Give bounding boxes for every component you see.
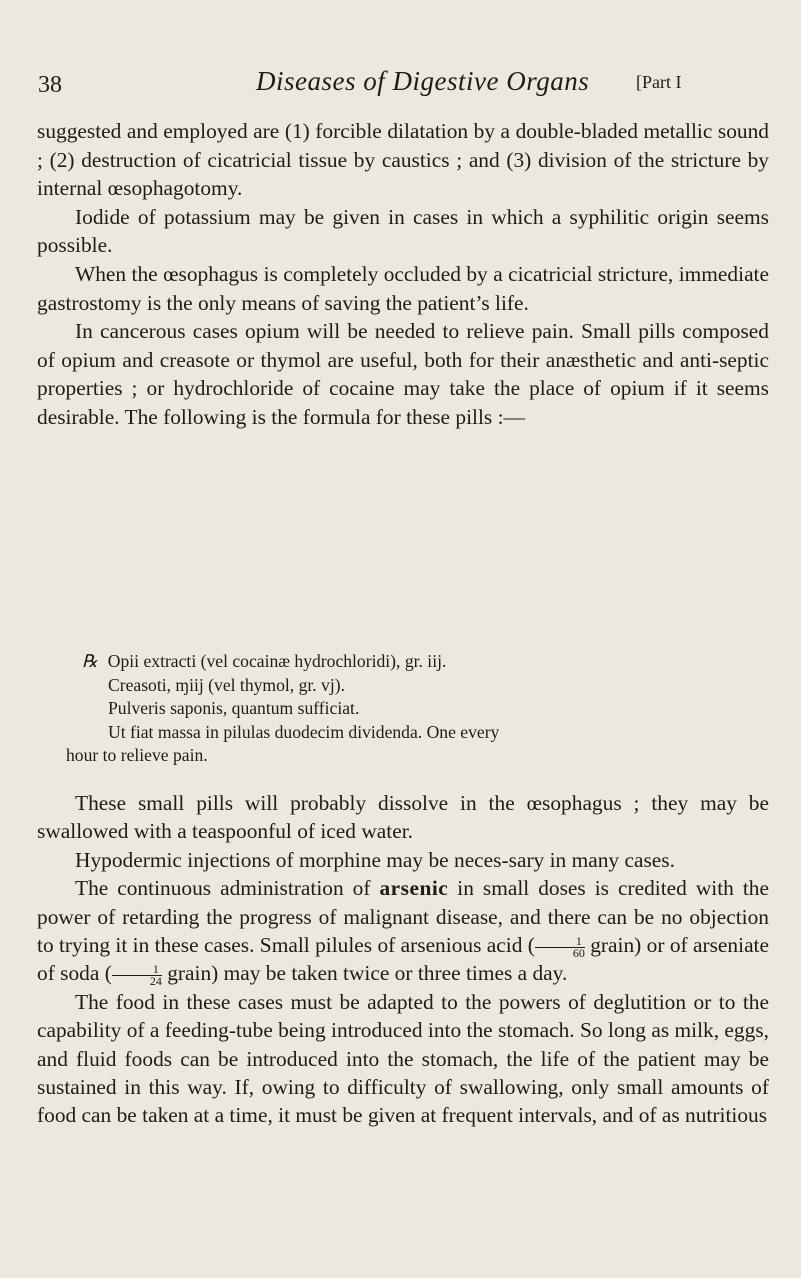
- page-number: 38: [38, 72, 62, 98]
- paragraph-iodide: Iodide of potassium may be given in cases in which a syphilitic origin seems possible.: [37, 204, 769, 258]
- paragraph-cancerous-cases: In cancerous cases opium will be needed to relieve pain. Small pills composed of opium and creasote or thymol are useful, both for their anæsthetic and anti-septic properties ; or hydrochloride of cocaine may take the place of opium if it seems desirable. The following is the formula for these pills :—: [37, 319, 769, 429]
- emphasized-term: arsenic: [379, 876, 449, 901]
- prescription-line-text: Opii extracti (vel cocainæ hydrochloridi), gr. iij.: [107, 651, 447, 671]
- rx-symbol-icon: ℞: [82, 651, 98, 671]
- text-run: The continuous administration of: [75, 876, 380, 901]
- part-label: [Part I: [636, 72, 682, 92]
- paragraph-gastrostomy: When the œsophagus is completely occluded by a cicatricial stricture, immediate gastrostomy is the only means of saving the patient’s life.: [37, 261, 769, 315]
- text-run: grain) may be taken twice or three times a day.: [161, 961, 568, 986]
- fraction: [535, 933, 585, 960]
- body-text-lower: [37, 789, 769, 1130]
- book-title: Diseases of Digestive Organs: [256, 66, 590, 96]
- paragraph-hypodermic: Hypodermic injections of morphine may be neces-sary in many cases.: [75, 847, 675, 872]
- prescription-line: Creasoti, ɱiij (vel thymol, gr. vj).: [108, 674, 345, 695]
- fraction-denominator: 24: [112, 975, 162, 987]
- prescription-directions: Ut fiat massa in pilulas duodecim dividenda. One every: [108, 721, 500, 742]
- paragraph-pills-dissolve: These small pills will probably dissolve in the œsophagus ; they may be swallowed with a teaspoonful of iced water.: [37, 791, 769, 844]
- fraction-numerator: 1: [152, 962, 159, 977]
- body-text-upper: [37, 117, 769, 432]
- fraction: [112, 964, 162, 987]
- paragraph-food: The food in these cases must be adapted to the powers of deglutition or to the capability of a feeding-tube being introduced into the stomach. So long as milk, eggs, and fluid foods can be introduced into the stomach, the life of the patient may be sustained in this way. If, owing to difficulty of swallowing, only small amounts of food can be taken at a time, it must be given at frequent intervals, and of as nutritious: [37, 989, 769, 1128]
- text-run: in small doses is credited with the power of retarding the progress of malignant disease, and there can be no objection to trying it in these cases. Small pilules of arsenious acid (: [37, 876, 769, 958]
- running-head: [38, 64, 778, 104]
- text-run: grain) or of arseniate of soda (: [37, 933, 769, 986]
- prescription-line: Pulveris saponis, quantum sufficiat.: [108, 698, 360, 719]
- paragraph-arsenic: [37, 874, 769, 988]
- paragraph-continued: suggested and employed are (1) forcible dilatation by a double-bladed metallic sound ; (2) destruction of cicatricial tissue by caustics ; and (3) division of the stricture by internal œsophagotomy.: [37, 119, 769, 201]
- prescription-formula: [66, 650, 768, 768]
- prescription-line: [82, 650, 768, 674]
- fraction-numerator: 1: [575, 933, 582, 948]
- fraction-denominator: 60: [535, 947, 585, 959]
- prescription-directions-cont: hour to relieve pain.: [66, 745, 208, 766]
